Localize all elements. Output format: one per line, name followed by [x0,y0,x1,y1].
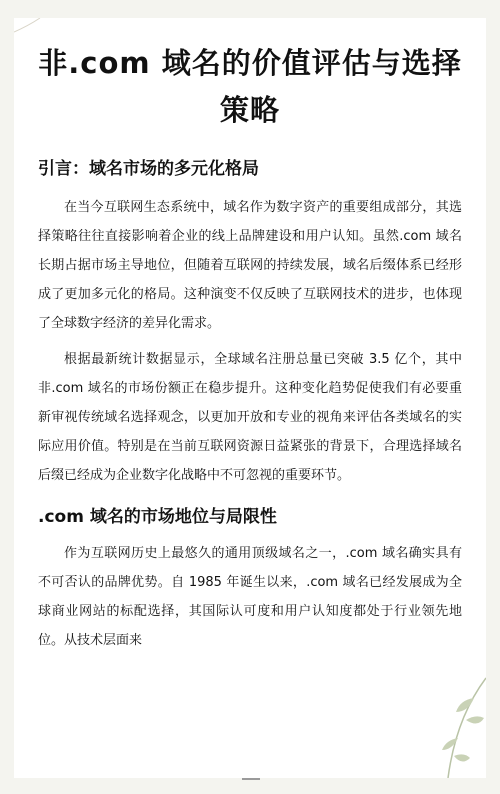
paragraph: 在当今互联网生态系统中，域名作为数字资产的重要组成部分，其选择策略往往直接影响着企业的线上品牌建设和用户认知。虽然.com 域名长期占据市场主导地位，但随着互联网的持续发展，域名后缀体系已经形成了更加多元化的格局。这种演变不仅反映了互联网技术的进步，也体现了全球数字经济的差异化需求。 [38,200,462,331]
paragraph: 根据最新统计数据显示，全球域名注册总量已突破 3.5 亿个，其中非.com 域名的市场份额正在稳步提升。这种变化趋势促使我们有必要重新审视传统域名选择观念，以更加开放和专业的视角来评估各类域名的实际应用价值。特别是在当前互联网资源日益紧张的背景下，合理选择域名后缀已经成为企业数字化战略中不可忽视的重要环节。 [38,352,462,483]
section-heading-intro: 引言：域名市场的多元化格局 [38,159,259,179]
page-divider-mark [242,778,260,780]
document-page [14,18,486,778]
paragraph: 作为互联网历史上最悠久的通用顶级域名之一，.com 域名确实具有不可否认的品牌优势。自 1985 年诞生以来，.com 域名已经发展成为全球商业网站的标配选择，其国际认可度和用户认知度都处于行业领先地位。从技术层面来 [38,546,462,648]
section-heading-com-status: .com 域名的市场地位与局限性 [38,507,277,527]
leaf-decoration [426,668,486,778]
article [38,18,462,655]
page-title: 非.com 域名的价值评估与选择策略 [38,46,462,127]
